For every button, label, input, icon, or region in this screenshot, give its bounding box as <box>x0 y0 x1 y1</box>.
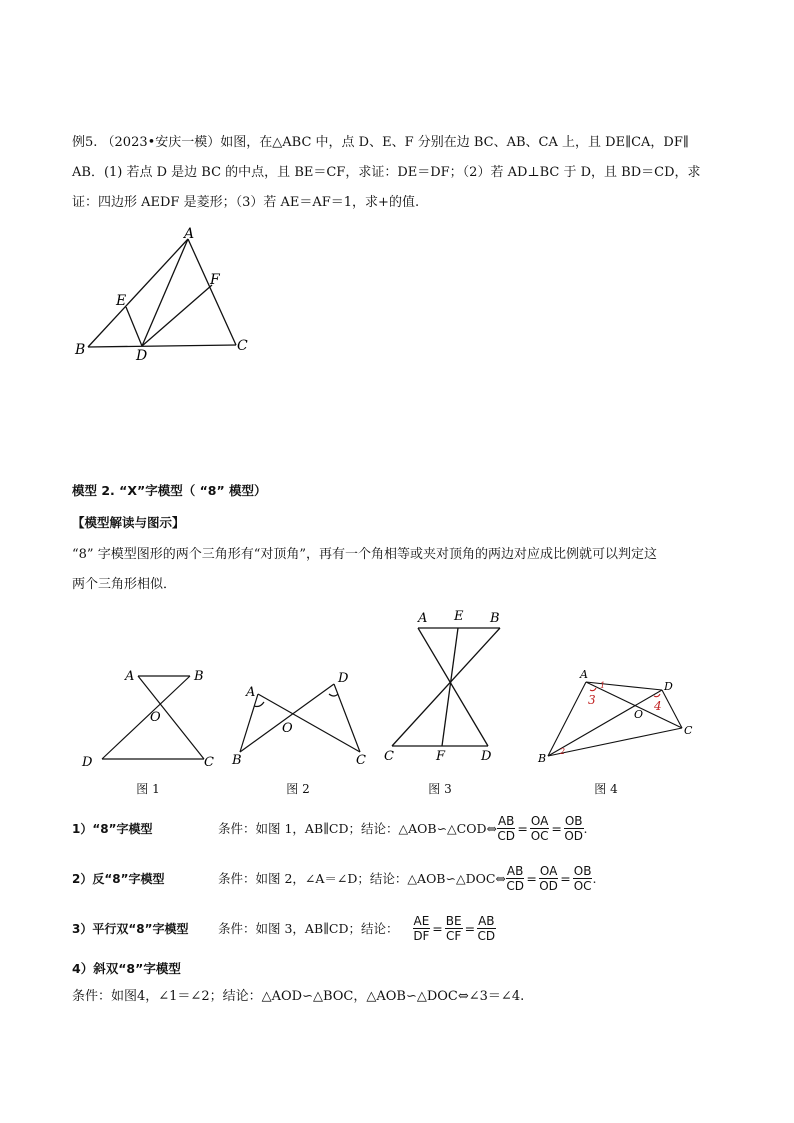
model-row-3: 3）平行双“8”字模型 条件：如图 3，AB∥CD；结论： $\frac{AE}{DF}$ = $\frac{BE}{CF}$ = $\frac{AB}{CD}$ <box>72 913 496 943</box>
fig2-label-o: O <box>282 721 293 736</box>
figure-3-caption: 图 3 <box>428 782 452 796</box>
fig4-label-a: A <box>580 668 588 681</box>
point-label-c: C <box>237 338 248 354</box>
example-line-3: 证：四边形 AEDF 是菱形；（3）若 AE＝AF＝1，求+的值. <box>72 195 420 210</box>
model-3-condition: 条件：如图 3，AB∥CD；结论： <box>218 921 399 936</box>
fig4-label-c: C <box>684 724 693 737</box>
fig1-label-b: B <box>194 669 204 684</box>
fig4-label-b: B <box>538 752 547 765</box>
fig2-label-d: D <box>338 671 349 686</box>
model-3-label: 3）平行双“8”字模型 <box>72 921 189 936</box>
example-triangle-figure <box>70 226 260 375</box>
fig1-label-c: C <box>204 755 214 770</box>
fraction: $\frac{OA}{OD}$ <box>539 863 558 893</box>
model-2-label: 2）反“8”字模型 <box>72 871 165 886</box>
fig1-label-a: A <box>125 669 135 684</box>
model-4-text: 条件：如图4，∠1＝∠2；结论：△AOD∽△BOC，△AOB∽△DOC⇔∠3＝∠4. <box>72 989 525 1004</box>
fig3-label-f: F <box>436 749 446 764</box>
fig3-label-a: A <box>418 611 428 626</box>
fraction: $\frac{BE}{CF}$ <box>445 913 462 943</box>
fig3-label-b: B <box>490 611 500 626</box>
figure-2 <box>226 664 376 778</box>
fig3-label-e: E <box>454 609 464 624</box>
fraction: $\frac{OB}{OD}$ <box>564 813 584 843</box>
fig1-label-o: O <box>150 710 161 725</box>
fig4-angle-4: 4 <box>654 699 662 713</box>
fraction: $\frac{AB}{CD}$ <box>506 863 524 893</box>
point-label-b: B <box>75 342 86 358</box>
fraction: $\frac{OA}{OC}$ <box>530 813 549 843</box>
model-4-label: 4）斜双“8”字模型 <box>72 961 181 976</box>
point-label-e: E <box>116 293 127 309</box>
point-label-f: F <box>210 272 220 288</box>
figure-1 <box>78 664 218 778</box>
fig2-label-c: C <box>356 753 366 768</box>
fig1-label-d: D <box>82 755 93 770</box>
model-1-condition: 条件：如图 1，AB∥CD；结论：△AOB∽△COD⇔ <box>218 821 497 836</box>
model-description <box>72 540 732 600</box>
figure-3 <box>380 606 510 772</box>
fig3-label-d: D <box>481 749 492 764</box>
figure-1-caption: 图 1 <box>136 782 160 796</box>
fig4-angle-1: 1 <box>600 681 606 690</box>
fig4-angle-2: 2 <box>560 747 566 756</box>
figure-4 <box>530 668 700 772</box>
model-row-2: 2）反“8”字模型 条件：如图 2，∠A＝∠D；结论：△AOB∽△DOC⇔ $\frac{AB}{CD}$ = $\frac{OA}{OD}$ = $\frac{OB}{OC}$ . <box>72 863 597 893</box>
example-line-2: AB．(1) 若点 D 是边 BC 的中点，且 BE＝CF，求证：DE＝DF；（2）若 AD⊥BC 于 D，且 BD＝CD，求 <box>72 165 701 180</box>
fraction: $\frac{OB}{OC}$ <box>573 863 592 893</box>
model-2-title: 模型 2. “X”字模型（ “8” 模型） <box>72 483 267 498</box>
description-line-2: 两个三角形相似． <box>72 577 177 592</box>
fig3-label-c: C <box>384 749 394 764</box>
fig2-label-b: B <box>232 753 242 768</box>
fig4-label-o: O <box>634 708 644 721</box>
fig2-label-a: A <box>246 685 256 700</box>
model-row-1: 1）“8”字模型 条件：如图 1，AB∥CD；结论：△AOB∽△COD⇔ $\frac{AB}{CD}$ = $\frac{OA}{OC}$ = $\frac{OB}{OD}$ . <box>72 813 588 843</box>
description-line-1: “8” 字模型图形的两个三角形有“对顶角”，再有一个角相等或夹对顶角的两边对应成比例就可以判定这 <box>72 547 657 562</box>
figure-4-caption: 图 4 <box>594 782 618 796</box>
point-label-d: D <box>136 348 148 364</box>
fig4-label-d: D <box>664 680 673 693</box>
model-1-label: 1）“8”字模型 <box>72 821 153 836</box>
example-line-1: 例5. （2023•安庆一模）如图，在△ABC 中，点 D、E、F 分别在边 BC、AB、CA 上，且 DE∥CA，DF∥ <box>72 135 689 150</box>
model-2-condition: 条件：如图 2，∠A＝∠D；结论：△AOB∽△DOC⇔ <box>218 871 506 886</box>
fraction: $\frac{AB}{CD}$ <box>477 913 496 943</box>
figure-2-caption: 图 2 <box>286 782 310 796</box>
example-5-text <box>72 128 732 218</box>
fraction: $\frac{AE}{DF}$ <box>413 913 430 943</box>
section-heading: 【模型解读与图示】 <box>72 515 185 530</box>
fraction: $\frac{AB}{CD}$ <box>497 813 515 843</box>
fig4-angle-3: 3 <box>588 693 596 707</box>
point-label-a: A <box>184 226 195 242</box>
